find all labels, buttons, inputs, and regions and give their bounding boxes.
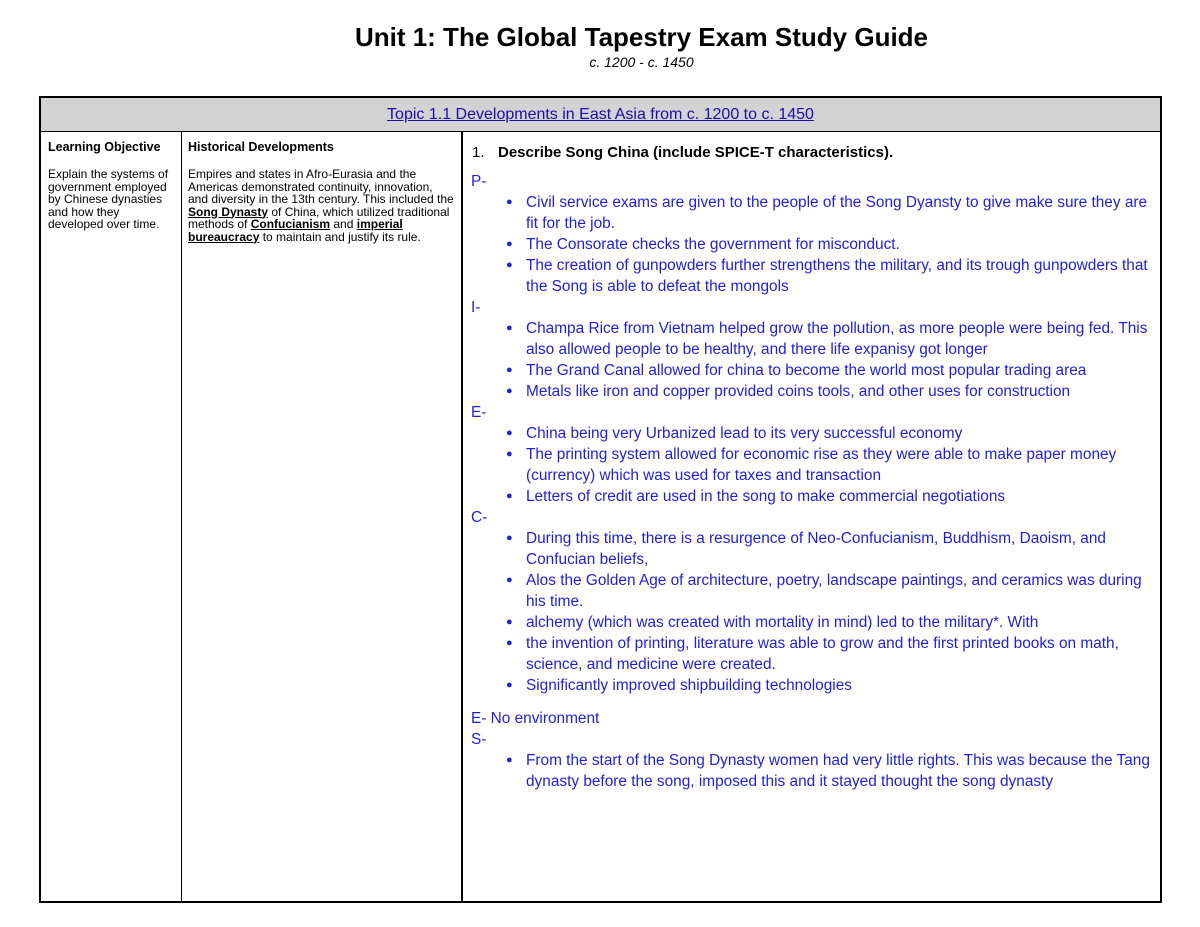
spicet-section-label: C- [471,509,488,526]
answer-column [463,132,1160,901]
spicet-bullet: ● The Grand Canal allowed for china to become the world most popular trading area [471,360,1152,381]
spicet-bullet: ● China being very Urbanized lead to its very successful economy [471,423,1152,444]
spicet-bullet: ● alchemy (which was created with mortality in mind) led to the military*. With [471,612,1152,633]
spicet-bullet: ● the invention of printing, literature was able to grow and the first printed books on math, science, and medicine were created. [471,633,1152,675]
spicet-bullet: ● Significantly improved shipbuilding technologies [471,675,1152,696]
spicet-bullet: ● Metals like iron and copper provided coins tools, and other uses for construction [471,381,1152,402]
learning-objective-column [41,132,182,901]
term-song-dynasty: Song Dynasty [188,204,269,219]
spicet-bullet: ● The Consorate checks the government for misconduct. [471,234,1152,255]
question-number: 1. [472,144,485,161]
learning-objective-text: Explain the systems of government employed by Chinese dynasties and how they developed over time. [48,167,169,231]
hd-text-3: and [330,217,357,231]
spicet-section-label: S- [471,731,487,748]
hd-text-2: of China, which utilized traditional methods of [188,204,450,231]
spicet-bullet: ● The printing system allowed for economic rise as they were able to make paper money (currency) which was used for taxes and transaction [471,444,1152,486]
spicet-bullet-list [471,423,1152,507]
section-spacer [471,696,1152,708]
document-subtitle: c. 1200 - c. 1450 [589,54,694,70]
spicet-section-label: P- [471,173,487,190]
term-imperial-bureaucracy: imperial bureaucracy [188,217,403,244]
spicet-bullet: ● The creation of gunpowders further strengthens the military, and its trough gunpowders that the Song is able to defeat the mongols [471,255,1152,297]
answer-body [471,171,1152,792]
hd-text-1: Empires and states in Afro-Eurasia and the Americas demonstrated continuity, innovation, and diversity in the 13th century. This included the [188,167,454,206]
spicet-bullet: ● Civil service exams are given to the people of the Song Dyansty to give make sure they are fit for the job. [471,192,1152,234]
historical-developments-label: Historical Developments [188,140,334,154]
spicet-bullet-list [471,750,1152,792]
study-guide-table [39,96,1162,903]
historical-developments-text [188,168,455,243]
spicet-bullet: ● From the start of the Song Dynasty women had very little rights. This was because the Tang dynasty before the song, imposed this and it stayed thought the song dynasty [471,750,1152,792]
spicet-section-label: E- No environment [471,710,600,727]
document-title: Unit 1: The Global Tapestry Exam Study Guide [354,22,929,52]
spicet-bullet-list [471,318,1152,402]
spicet-bullet-list [471,528,1152,696]
spicet-bullet: ● During this time, there is a resurgence of Neo-Confucianism, Buddhism, Daoism, and Confucian beliefs, [471,528,1152,570]
question [472,144,1152,161]
spicet-bullet: ● Alos the Golden Age of architecture, poetry, landscape paintings, and ceramics was during his time. [471,570,1152,612]
question-text: Describe Song China (include SPICE-T characteristics). [498,144,894,161]
spicet-bullet: ● Letters of credit are used in the song to make commercial negotiations [471,486,1152,507]
topic-link[interactable]: Topic 1.1 Developments in East Asia from c. 1200 to c. 1450 [387,106,814,123]
topic-header [41,98,1160,132]
term-confucianism: Confucianism [250,217,331,231]
spicet-bullet: ● Champa Rice from Vietnam helped grow the pollution, as more people were being fed. This also allowed people to be healthy, and there life expanisy got longer [471,318,1152,360]
learning-objective-label: Learning Objective [48,140,161,154]
spicet-bullet-list [471,192,1152,297]
historical-developments-column [182,132,463,901]
spicet-section-label: I- [471,299,481,316]
hd-text-4: to maintain and justify its rule. [259,229,421,244]
spicet-section-label: E- [471,404,487,421]
